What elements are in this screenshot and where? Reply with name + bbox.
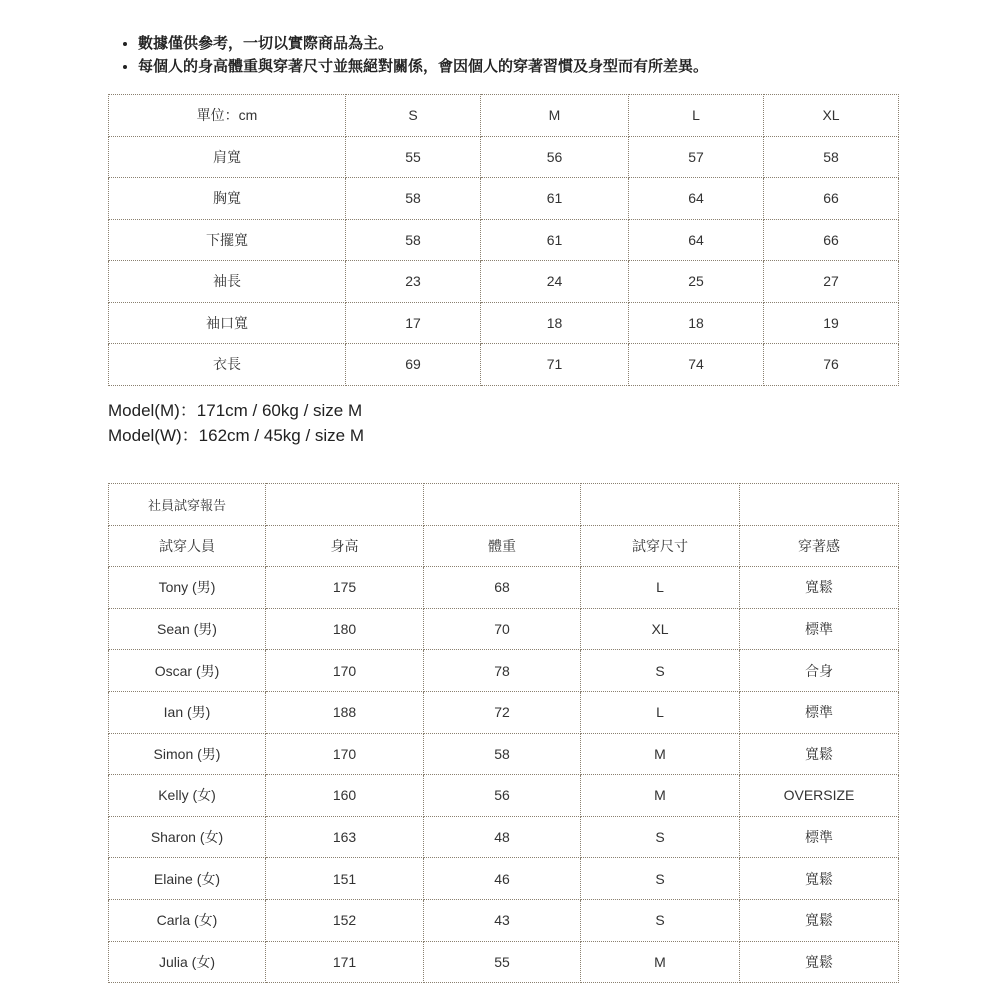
table-row (109, 650, 899, 692)
table-cell: 160 (266, 775, 424, 817)
table-cell: L (581, 691, 740, 733)
table-cell: Ian (男) (109, 691, 266, 733)
table-row (109, 136, 899, 178)
table-cell: 18 (629, 302, 764, 344)
table-row (109, 219, 899, 261)
table-cell: Carla (女) (109, 899, 266, 941)
table-cell: 合身 (740, 650, 899, 692)
table-cell: 66 (764, 219, 899, 261)
table-cell: 胸寬 (109, 178, 346, 220)
table-cell: 58 (764, 136, 899, 178)
table-cell: Oscar (男) (109, 650, 266, 692)
table-cell: L (629, 95, 764, 137)
table-cell: 71 (481, 344, 629, 386)
table-cell: 寬鬆 (740, 899, 899, 941)
table-cell: 身高 (266, 525, 424, 567)
table-cell: 70 (424, 608, 581, 650)
table-cell: 55 (346, 136, 481, 178)
table-cell: 寬鬆 (740, 858, 899, 900)
table-cell: Sharon (女) (109, 816, 266, 858)
table-cell: 78 (424, 650, 581, 692)
table-row (109, 941, 899, 983)
table-cell: 寬鬆 (740, 733, 899, 775)
table-cell: 68 (424, 567, 581, 609)
table-cell: 180 (266, 608, 424, 650)
table-cell: 56 (424, 775, 581, 817)
table-cell: L (581, 567, 740, 609)
table-cell: S (581, 899, 740, 941)
table-row (109, 567, 899, 609)
table-cell: 18 (481, 302, 629, 344)
table-cell: 48 (424, 816, 581, 858)
table-cell: 151 (266, 858, 424, 900)
table-cell: 76 (764, 344, 899, 386)
table-cell: 170 (266, 650, 424, 692)
table-row (109, 733, 899, 775)
table-cell: 58 (346, 219, 481, 261)
fitting-report-table (108, 483, 899, 983)
table-cell: 標準 (740, 816, 899, 858)
table-cell: 56 (481, 136, 629, 178)
table-cell: 袖口寬 (109, 302, 346, 344)
table-cell: Tony (男) (109, 567, 266, 609)
table-cell: S (346, 95, 481, 137)
table-cell: 58 (424, 733, 581, 775)
table-cell: S (581, 650, 740, 692)
table-cell: 試穿尺寸 (581, 525, 740, 567)
table-cell: 55 (424, 941, 581, 983)
table-cell: 袖長 (109, 261, 346, 303)
table-cell: M (581, 775, 740, 817)
table-cell: 寬鬆 (740, 941, 899, 983)
size-table (108, 94, 899, 386)
table-cell: 24 (481, 261, 629, 303)
note: • 數據僅供參考，一切以實際商品為主。 (138, 32, 708, 55)
table-header-row (109, 525, 899, 567)
notes-list (118, 32, 708, 78)
table-cell: 170 (266, 733, 424, 775)
table-cell: XL (581, 608, 740, 650)
table-cell: XL (764, 95, 899, 137)
table-cell: M (581, 733, 740, 775)
table-cell: 43 (424, 899, 581, 941)
table-cell: 163 (266, 816, 424, 858)
table-cell: 69 (346, 344, 481, 386)
model-m: Model(M)：171cm / 60kg / size M (108, 401, 363, 420)
table-cell: 171 (266, 941, 424, 983)
model-info (108, 398, 364, 448)
table-row (109, 775, 899, 817)
table-cell: 19 (764, 302, 899, 344)
table-cell: 58 (346, 178, 481, 220)
table-cell: Sean (男) (109, 608, 266, 650)
table-cell: 單位：cm (109, 95, 346, 137)
table-cell: 61 (481, 219, 629, 261)
table-cell: 23 (346, 261, 481, 303)
table-cell: 152 (266, 899, 424, 941)
table-row (109, 261, 899, 303)
table-cell: Elaine (女) (109, 858, 266, 900)
table-cell: 57 (629, 136, 764, 178)
report-title: 社員試穿報告 (109, 484, 266, 526)
table-cell: 74 (629, 344, 764, 386)
table-cell: 25 (629, 261, 764, 303)
table-header-row (109, 95, 899, 137)
table-cell: 試穿人員 (109, 525, 266, 567)
table-cell: 27 (764, 261, 899, 303)
table-row (109, 178, 899, 220)
table-title-row (109, 484, 899, 526)
note: • 每個人的身高體重與穿著尺寸並無絕對關係，會因個人的穿著習慣及身型而有所差異。 (138, 55, 708, 78)
table-row (109, 858, 899, 900)
table-cell: 標準 (740, 691, 899, 733)
table-cell: 穿著感 (740, 525, 899, 567)
table-row (109, 302, 899, 344)
table-cell: 體重 (424, 525, 581, 567)
table-row (109, 608, 899, 650)
table-cell: 72 (424, 691, 581, 733)
table-cell: Simon (男) (109, 733, 266, 775)
table-cell: 46 (424, 858, 581, 900)
table-cell: S (581, 816, 740, 858)
table-row (109, 899, 899, 941)
table-cell: 61 (481, 178, 629, 220)
table-cell: 188 (266, 691, 424, 733)
table-cell: S (581, 858, 740, 900)
table-cell: M (481, 95, 629, 137)
table-cell: Julia (女) (109, 941, 266, 983)
table-cell: 寬鬆 (740, 567, 899, 609)
table-cell: 下擺寬 (109, 219, 346, 261)
table-cell: Kelly (女) (109, 775, 266, 817)
table-cell: 175 (266, 567, 424, 609)
table-cell: 66 (764, 178, 899, 220)
table-row (109, 344, 899, 386)
table-cell: 標準 (740, 608, 899, 650)
table-cell: M (581, 941, 740, 983)
table-row (109, 691, 899, 733)
table-row (109, 816, 899, 858)
table-cell: OVERSIZE (740, 775, 899, 817)
table-cell: 17 (346, 302, 481, 344)
table-cell: 肩寬 (109, 136, 346, 178)
table-cell: 衣長 (109, 344, 346, 386)
table-cell: 64 (629, 219, 764, 261)
table-cell: 64 (629, 178, 764, 220)
model-w: Model(W)：162cm / 45kg / size M (108, 426, 365, 445)
